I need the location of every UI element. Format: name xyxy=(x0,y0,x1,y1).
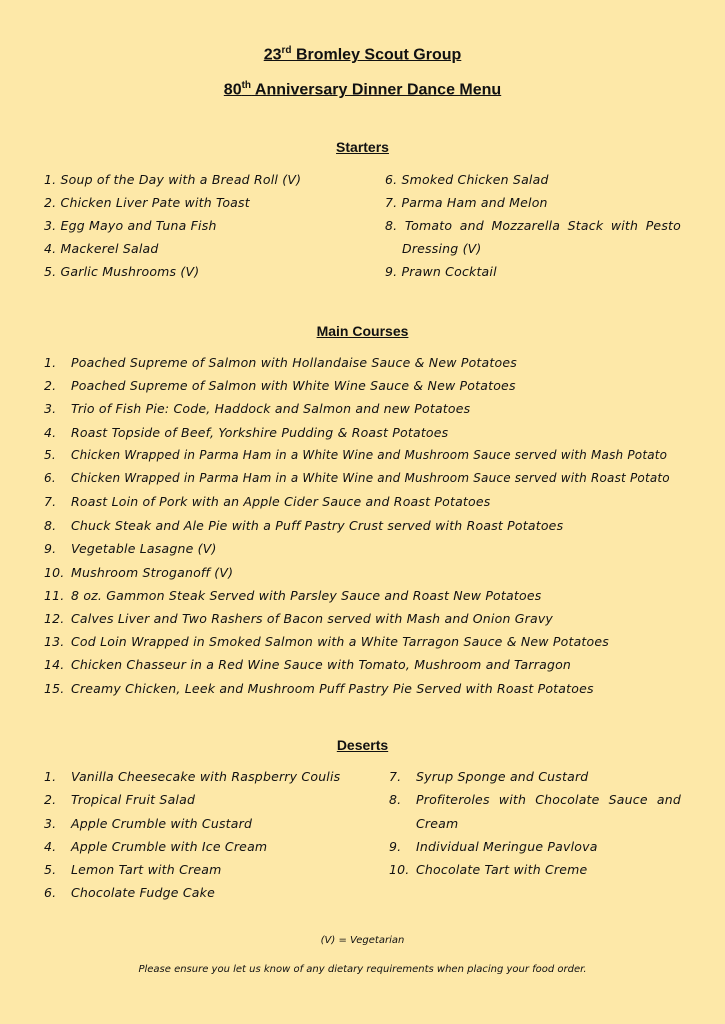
main-item: 13. Cod Loin Wrapped in Smoked Salmon with a White Tarragon Sauce & New Potatoes xyxy=(44,634,609,649)
title-text: Bromley Scout Group xyxy=(291,46,462,64)
starter-item: 7. Parma Ham and Melon xyxy=(385,195,548,210)
starter-item: 1. Soup of the Day with a Bread Roll (V) xyxy=(44,172,302,187)
main-item: 1. Poached Supreme of Salmon with Hollandaise Sauce & New Potatoes xyxy=(44,355,517,370)
dessert-item: 2. Tropical Fruit Salad xyxy=(44,792,196,807)
menu-title-group xyxy=(0,45,725,64)
starter-item: 4. Mackerel Salad xyxy=(44,241,159,256)
starter-item-continuation: Dressing (V) xyxy=(402,241,482,256)
event-number: 80 xyxy=(223,81,242,99)
main-item: 7. Roast Loin of Pork with an Apple Cider Sauce and Roast Potatoes xyxy=(44,494,491,509)
starter-item: 5. Garlic Mushrooms (V) xyxy=(44,264,200,279)
starter-item: 9. Prawn Cocktail xyxy=(385,264,497,279)
main-item: 10. Mushroom Stroganoff (V) xyxy=(44,565,234,580)
dessert-item: 8. Profiteroles with Chocolate Sauce and xyxy=(389,792,681,807)
dessert-item: 5. Lemon Tart with Cream xyxy=(44,862,222,877)
starters-heading: Starters xyxy=(336,139,389,155)
dessert-item: 7. Syrup Sponge and Custard xyxy=(389,769,589,784)
starter-item: 3. Egg Mayo and Tuna Fish xyxy=(44,218,217,233)
deserts-heading: Deserts xyxy=(336,737,389,753)
main-item: 8. Chuck Steak and Ale Pie with a Puff Pastry Crust served with Roast Potatoes xyxy=(44,518,564,533)
dessert-item: 3. Apple Crumble with Custard xyxy=(44,816,253,831)
dessert-item: 10. Chocolate Tart with Creme xyxy=(389,862,588,877)
main-item: 3. Trio of Fish Pie: Code, Haddock and Salmon and new Potatoes xyxy=(44,401,471,416)
main-item: 4. Roast Topside of Beef, Yorkshire Pudding & Roast Potatoes xyxy=(44,425,449,440)
title-number: 23 xyxy=(263,46,282,64)
title-ordinal: rd xyxy=(281,45,292,56)
main-item: 11. 8 oz. Gammon Steak Served with Parsley Sauce and Roast New Potatoes xyxy=(44,588,542,603)
main-item: 9. Vegetable Lasagne (V) xyxy=(44,541,217,556)
starter-item: 8. Tomato and Mozzarella Stack with Pesto xyxy=(385,218,681,233)
dessert-item: 4. Apple Crumble with Ice Cream xyxy=(44,839,268,854)
vegetarian-legend: (V) = Vegetarian xyxy=(320,935,405,946)
main-item: 5. Chicken Wrapped in Parma Ham in a White Wine and Mushroom Sauce served with Mash Potato xyxy=(44,448,668,462)
menu-title-event xyxy=(0,80,725,99)
main-item: 2. Poached Supreme of Salmon with White Wine Sauce & New Potatoes xyxy=(44,378,516,393)
dietary-note: Please ensure you let us know of any dietary requirements when placing your food order. xyxy=(138,964,587,975)
event-text: Anniversary Dinner Dance Menu xyxy=(251,81,502,99)
dessert-item: 1. Vanilla Cheesecake with Raspberry Coulis xyxy=(44,769,341,784)
starter-item: 6. Smoked Chicken Salad xyxy=(385,172,549,187)
dessert-item: 6. Chocolate Fudge Cake xyxy=(44,885,215,900)
starter-item: 2. Chicken Liver Pate with Toast xyxy=(44,195,250,210)
main-courses-heading: Main Courses xyxy=(316,323,409,339)
main-item: 12. Calves Liver and Two Rashers of Bacon served with Mash and Onion Gravy xyxy=(44,611,554,626)
main-item: 14. Chicken Chasseur in a Red Wine Sauce with Tomato, Mushroom and Tarragon xyxy=(44,657,572,672)
dessert-item: 9. Individual Meringue Pavlova xyxy=(389,839,598,854)
event-ordinal: th xyxy=(241,80,252,91)
dessert-item-continuation: Cream xyxy=(416,816,459,831)
main-item: 6. Chicken Wrapped in Parma Ham in a White Wine and Mushroom Sauce served with Roast Potato xyxy=(44,471,670,485)
main-item: 15. Creamy Chicken, Leek and Mushroom Puff Pastry Pie Served with Roast Potatoes xyxy=(44,681,594,696)
